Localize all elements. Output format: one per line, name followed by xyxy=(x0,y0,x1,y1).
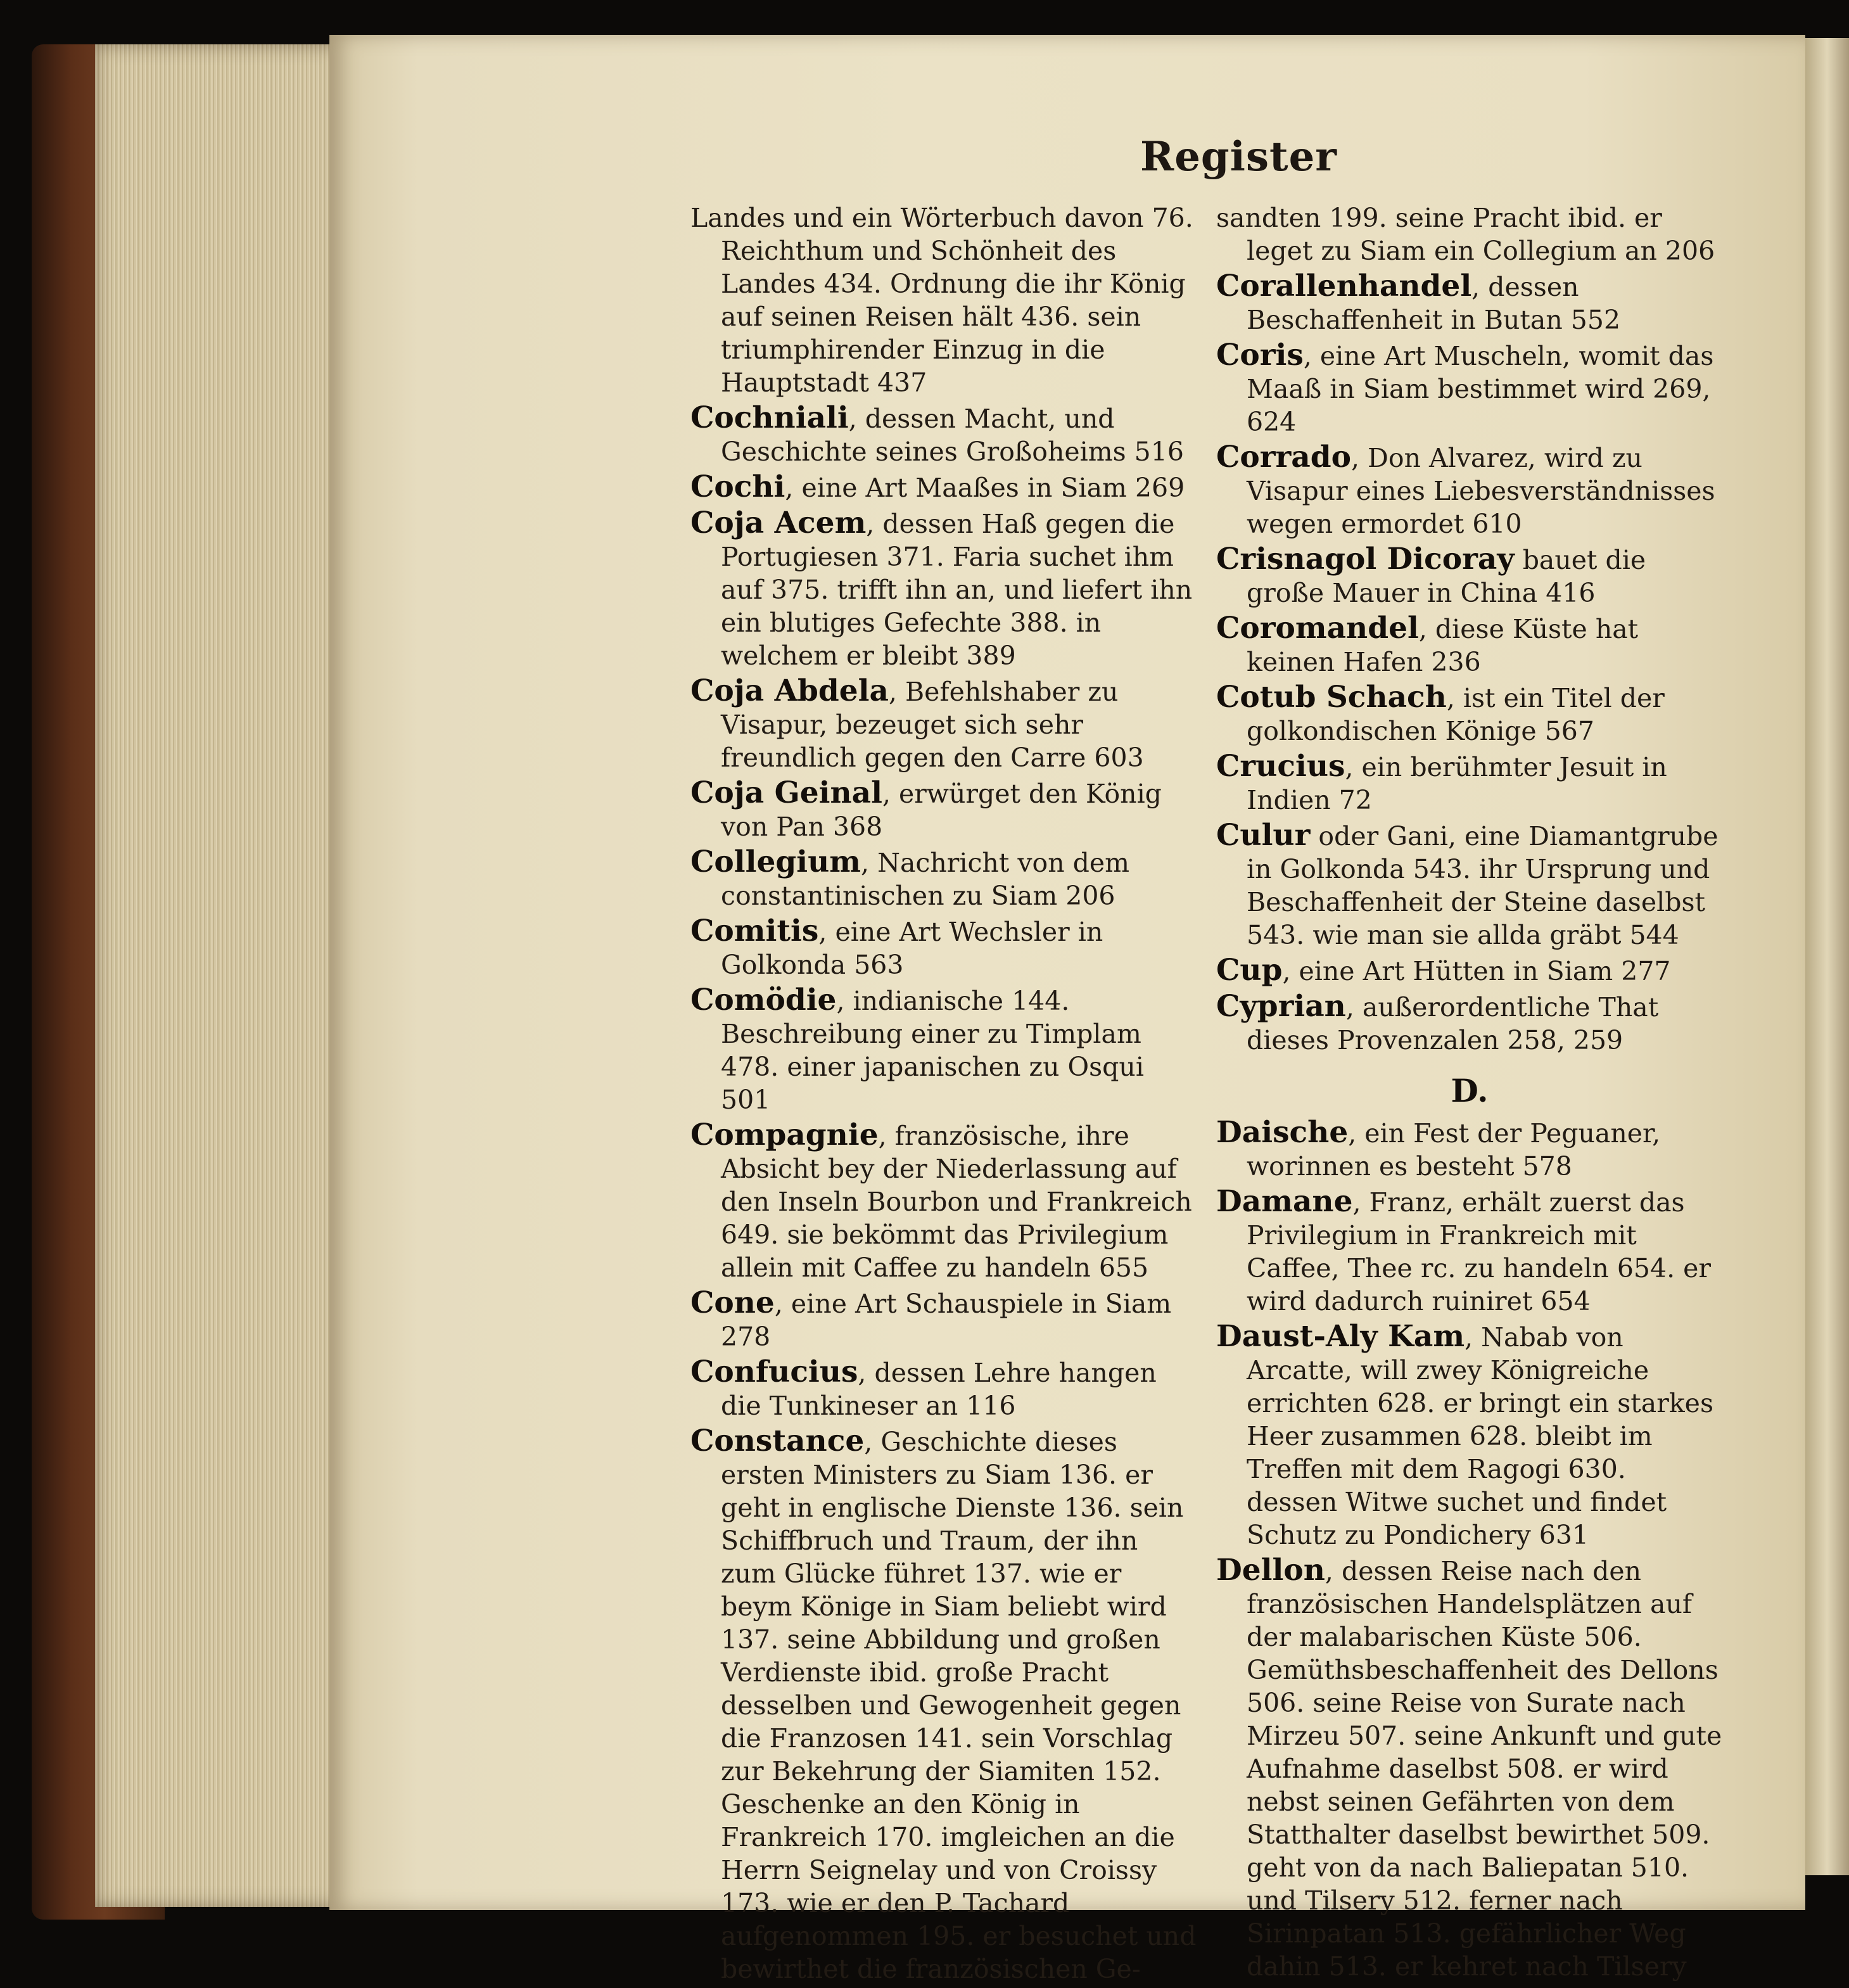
entry-text: , Don Alvarez, wird zu Visapur eines Liebesverständnisses wegen ermordet 610 xyxy=(1247,443,1715,539)
page-edges xyxy=(95,44,342,1907)
entry-heading: Cotub Schach xyxy=(1216,680,1447,715)
entry-text: , Geschichte dieses ersten Ministers zu Siam 136. er geht in englische Dienste 136. sein Schiffbruch und Traum, der ihn zum Glücke führet 137. wie er beym Könige in Siam beliebt wird 137. seine Abbildung und großen Verdienste ibid. große Pracht desselben und Gewogenheit gegen die Franzosen 141. sein Vorschlag zur Bekehrung der Siamiten 152. Geschenke an den König in Frankreich 170. imgleichen an die Herrn Seignelay und von Croissy 173. wie er den P. Tachard aufgenommen 195. er besuchet und bewirthet die französischen Ge- xyxy=(721,1427,1197,1984)
index-entry xyxy=(690,201,1197,399)
entry-text: , Franz, erhält zuerst das Privilegium in Frankreich mit Caffee, Thee rc. zu handeln 654. er wird dadurch ruiniret 654 xyxy=(1247,1187,1712,1316)
entry-text: , ein berühmter Jesuit in Indien 72 xyxy=(1247,752,1667,815)
index-entry xyxy=(1216,1554,1723,1983)
entry-text: , dessen Macht, und Geschichte seines Großoheims 516 xyxy=(721,404,1184,467)
index-entry xyxy=(690,915,1197,981)
entry-text: , ist ein Titel der golkondischen Könige 567 xyxy=(1247,683,1665,746)
entry-heading: Compagnie xyxy=(690,1118,879,1152)
index-entry xyxy=(690,984,1197,1116)
index-entry xyxy=(690,846,1197,912)
entry-text: sandten 199. seine Pracht ibid. er leget zu Siam ein Collegium an 206 xyxy=(1216,203,1715,266)
entry-heading: Coja Abdela xyxy=(690,673,889,708)
entry-heading: Coja Acem xyxy=(690,506,867,540)
entry-heading: Crucius xyxy=(1216,749,1345,784)
entry-heading: Cone xyxy=(690,1285,775,1320)
entry-text: , eine Art Wechsler in Golkonda 563 xyxy=(721,917,1103,980)
index-entry xyxy=(1216,681,1723,748)
entry-heading: Cup xyxy=(1216,953,1283,988)
entry-text: oder Gani, eine Diamantgrube in Golkonda 543. ihr Ursprung und Beschaffenheit der Steine daselbst 543. wie man sie allda gräbt 544 xyxy=(1247,821,1719,950)
index-entry xyxy=(690,1287,1197,1353)
index-entry xyxy=(1216,441,1723,540)
entry-heading: Daische xyxy=(1216,1115,1349,1150)
entry-heading: Dellon xyxy=(1216,1553,1325,1588)
entry-heading: Cyprian xyxy=(1216,989,1346,1024)
entry-heading: Crisnagol Dicoray xyxy=(1216,542,1515,577)
entry-text: , eine Art Maaßes in Siam 269 xyxy=(785,473,1185,503)
index-entry xyxy=(1216,750,1723,817)
entry-text: , Nabab von Arcatte, will zwey Königreiche errichten 628. er bringt ein starkes Heer zusammen 628. bleibt im Treffen mit dem Ragogi 630. dessen Witwe suchet und findet Schutz zu Pondichery 631 xyxy=(1247,1322,1713,1550)
entry-text: , Nachricht von dem constantinischen zu Siam 206 xyxy=(721,848,1130,911)
entry-heading: Damane xyxy=(1216,1184,1353,1219)
index-entry xyxy=(690,471,1197,504)
index-entry xyxy=(1216,1116,1723,1183)
next-page-edge xyxy=(1805,38,1849,1875)
entry-heading: Corallenhandel xyxy=(1216,269,1472,303)
index-entry xyxy=(690,1356,1197,1422)
index-entry xyxy=(1216,1320,1723,1552)
index-entry xyxy=(690,1425,1197,1985)
entry-text: , dessen Beschaffenheit in Butan 552 xyxy=(1247,272,1621,335)
entry-text: , dessen Haß gegen die Portugiesen 371. Faria suchet ihm auf 375. trifft ihn an, und liefert ihn ein blutiges Gefechte 388. in welchem er bleibt 389 xyxy=(721,509,1193,671)
entry-heading: Constance xyxy=(690,1424,865,1458)
entry-text: , diese Küste hat keinen Hafen 236 xyxy=(1247,614,1639,677)
entry-text: , französische, ihre Absicht bey der Niederlassung auf den Inseln Bourbon und Frankreich 649. sie bekömmt das Privilegium allein mit Caffee zu handeln 655 xyxy=(721,1121,1192,1283)
left-column xyxy=(690,201,1197,1988)
entry-text: , indianische 144. Beschreibung einer zu Timplam 478. einer japanischen zu Osqui 501 xyxy=(721,986,1144,1115)
entry-heading: Coris xyxy=(1216,338,1304,373)
entry-heading: Cochniali xyxy=(690,400,849,435)
page-header: Register xyxy=(1140,133,1337,181)
index-entry xyxy=(1216,954,1723,988)
entry-text: , eine Art Hütten in Siam 277 xyxy=(1282,956,1671,986)
index-entry xyxy=(690,402,1197,468)
index-entry xyxy=(1216,819,1723,952)
index-entry xyxy=(690,777,1197,843)
index-entry xyxy=(1216,339,1723,438)
entry-text: , erwürget den König von Pan 368 xyxy=(721,779,1162,842)
index-entry xyxy=(1216,1185,1723,1318)
entry-text: , dessen Reise nach den französischen Handelsplätzen auf der malabarischen Küste 506. Gemüthsbeschaffenheit des Dellons 506. seine Reise von Surate nach Mirzeu 507. seine Ankunft und gute Aufnahme daselbst 508. er wird nebst seinen Gefährten von dem Statthalter daselbst bewirthet 509. geht von da nach Baliepatan 510. und Tilsery 512. ferner nach Sirinpatan 513. gefährlicher Weg dahin 513. er kehret nach Tilsery xyxy=(1247,1556,1722,1982)
entry-heading: Culur xyxy=(1216,818,1311,853)
entry-text: , ein Fest der Peguaner, worinnen es besteht 578 xyxy=(1247,1118,1661,1182)
index-entry xyxy=(690,675,1197,774)
index-entry xyxy=(1216,201,1723,267)
entry-text: , außerordentliche That dieses Provenzalen 258, 259 xyxy=(1247,992,1659,1055)
entry-heading: Comitis xyxy=(690,914,819,948)
entry-text: , dessen Lehre hangen die Tunkineser an 116 xyxy=(721,1358,1157,1421)
entry-heading: Comödie xyxy=(690,983,837,1017)
entry-text: Landes und ein Wörterbuch davon 76. Reichthum und Schönheit des Landes 434. Ordnung die ihr König auf seinen Reisen hält 436. sein triumphirender Einzug in die Hauptstadt 437 xyxy=(690,203,1193,398)
index-entry xyxy=(1216,990,1723,1057)
entry-text: , Befehlshaber zu Visapur, bezeuget sich sehr freundlich gegen den Carre 603 xyxy=(721,677,1144,773)
index-entry xyxy=(1216,543,1723,609)
entry-heading: Coromandel xyxy=(1216,611,1419,646)
entry-heading: Cochi xyxy=(690,469,785,504)
entry-heading: Daust-Aly Kam xyxy=(1216,1319,1465,1354)
entry-heading: Corrado xyxy=(1216,440,1351,475)
index-entry xyxy=(1216,270,1723,336)
entry-text: , eine Art Muscheln, womit das Maaß in Siam bestimmet wird 269, 624 xyxy=(1247,341,1714,437)
section-heading-d: D. xyxy=(1451,1072,1489,1109)
index-entry xyxy=(1216,612,1723,679)
entry-text: , eine Art Schauspiele in Siam 278 xyxy=(721,1289,1172,1352)
entry-text: bauet die große Mauer in China 416 xyxy=(1247,545,1646,608)
index-entry xyxy=(690,1119,1197,1284)
entry-heading: Confucius xyxy=(690,1354,858,1389)
entry-heading: Coja Geinal xyxy=(690,775,882,810)
right-column xyxy=(1216,201,1723,1985)
entry-heading: Collegium xyxy=(690,844,861,879)
index-entry xyxy=(690,507,1197,672)
